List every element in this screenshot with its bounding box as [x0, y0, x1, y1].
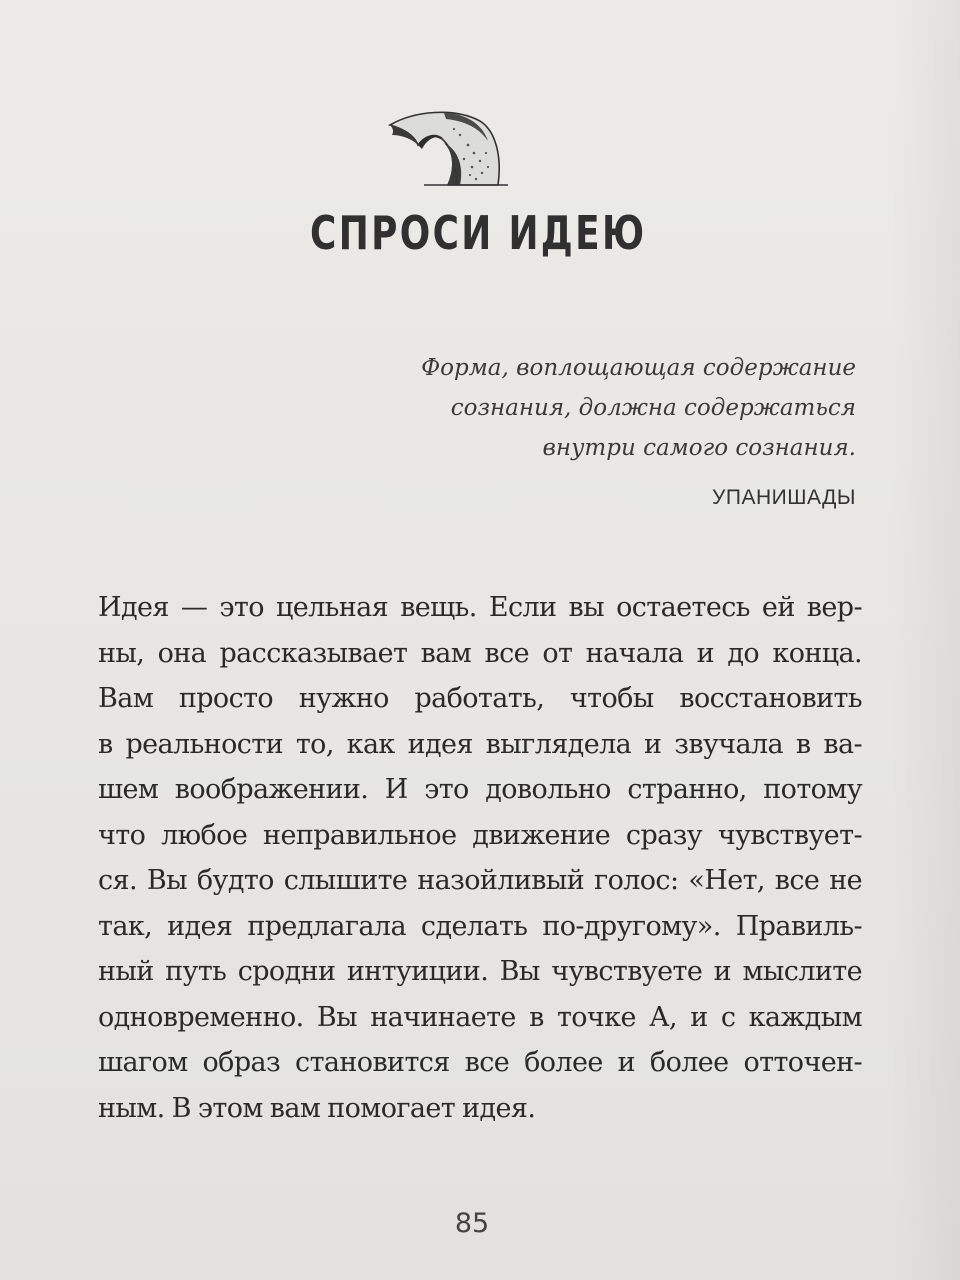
text-line: ный путь сродни интуиции. Вы чувствуете и мыслите: [98, 956, 862, 987]
page-edge-shadow: [890, 0, 960, 1280]
epigraph-line: сознания, должна содержаться: [450, 395, 856, 421]
epigraph-line: внутри самого сознания.: [542, 435, 856, 461]
fish-fin-illustration: [384, 105, 512, 187]
text-line: одновременно. Вы начинаете в точке А, и с каждым: [98, 1001, 862, 1033]
text-line: так, идея предлагала сделать по-другому». Правиль-: [98, 910, 862, 942]
text-line: шагом образ становится все более и более отточен-: [98, 1047, 862, 1078]
text-line: в реальности то, как идея выглядела и звучала в ва-: [98, 728, 862, 760]
text-line: Идея — это цельная вещь. Если вы остаетесь ей вер-: [98, 592, 862, 623]
chapter-title: СПРОСИ ИДЕЮ: [310, 206, 647, 260]
text-line: ны, она рассказывает вам все от начала и до конца.: [98, 637, 862, 669]
text-line: ным. В этом вам помогает идея.: [98, 1092, 536, 1124]
epigraph-source: УПАНИШАДЫ: [712, 486, 856, 509]
epigraph: [336, 348, 856, 510]
text-line: что любое неправильное движение сразу чувствует-: [98, 819, 862, 851]
text-line: шем воображении. И это довольно странно, потому: [98, 774, 862, 805]
epigraph-line: Форма, воплощающая содержание: [421, 355, 856, 381]
page-number: 85: [454, 1208, 490, 1239]
text-line: Вам просто нужно работать, чтобы восстановить: [98, 683, 862, 714]
text-line: ся. Вы будто слышите назойливый голос: «Нет, все не: [98, 865, 862, 896]
body-paragraph: [98, 585, 862, 1131]
